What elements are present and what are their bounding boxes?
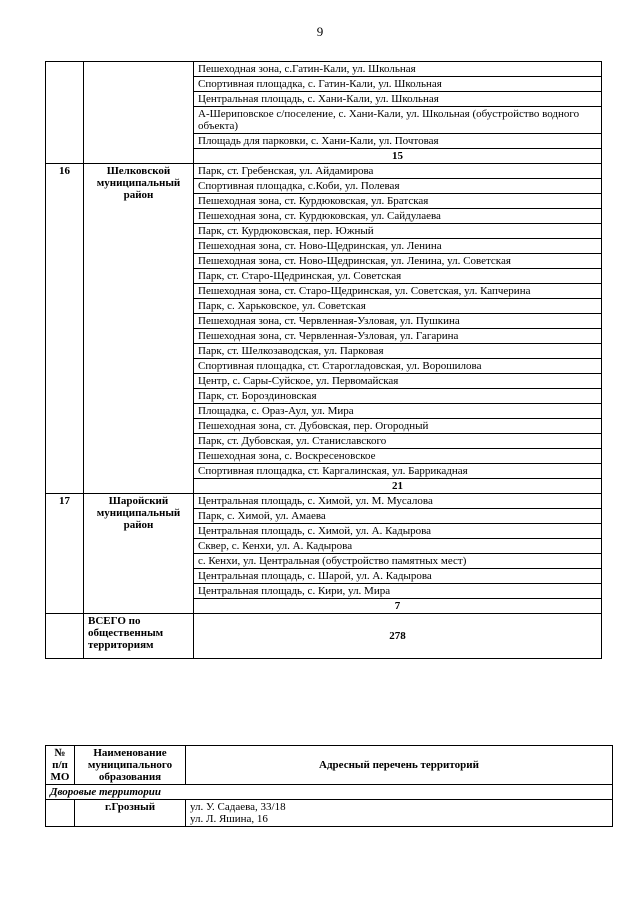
- territory-address: Пешеходная зона, ст. Червленная-Узловая, ул. Пушкина: [194, 314, 602, 329]
- row-number: [46, 62, 84, 164]
- row-number: [46, 800, 75, 827]
- territory-address: Площадка, с. Ораз-Аул, ул. Мира: [194, 404, 602, 419]
- territory-address: Парк, ст. Дубовская, ул. Станиславского: [194, 434, 602, 449]
- territory-address: Парк, ст. Бороздиновская: [194, 389, 602, 404]
- territory-address: Парк, ст. Старо-Щедринская, ул. Советская: [194, 269, 602, 284]
- territory-address: Центральная площадь, с. Химой, ул. А. Кадырова: [194, 524, 602, 539]
- territory-address: Спортивная площадка, с. Гатин-Кали, ул. Школьная: [194, 77, 602, 92]
- territory-address: Пешеходная зона, ст. Ново-Щедринская, ул. Ленина: [194, 239, 602, 254]
- municipality-name: г.Грозный: [75, 800, 186, 827]
- section-row: [46, 785, 613, 800]
- territory-count: 15: [194, 149, 602, 164]
- municipality-name: Шелковской муниципальный район: [84, 164, 194, 494]
- territory-address: Спортивная площадка, ст. Каргалинская, ул. Баррикадная: [194, 464, 602, 479]
- header-address-list: Адресный перечень территорий: [186, 746, 613, 785]
- territory-address: Центральная площадь, с. Шарой, ул. А. Кадырова: [194, 569, 602, 584]
- territory-address: Спортивная площадка, с.Коби, ул. Полевая: [194, 179, 602, 194]
- territory-address: Парк, ст. Курдюковская, пер. Южный: [194, 224, 602, 239]
- header-municipality: Наименование муниципального образования: [75, 746, 186, 785]
- total-label: ВСЕГО по общественным территориям: [84, 614, 194, 659]
- total-row: [46, 614, 602, 659]
- territory-address: Пешеходная зона, ст. Червленная-Узловая, ул. Гагарина: [194, 329, 602, 344]
- territory-address: Пешеходная зона, ст. Старо-Щедринская, ул. Советская, ул. Капчерина: [194, 284, 602, 299]
- section-title: Дворовые территории: [46, 785, 613, 800]
- territory-address: Центральная площадь, с. Химой, ул. М. Мусалова: [194, 494, 602, 509]
- territory-address: Пешеходная зона, ст. Курдюковская, ул. Сайдулаева: [194, 209, 602, 224]
- territory-address: Пешеходная зона, ст. Курдюковская, ул. Братская: [194, 194, 602, 209]
- territory-address: Пешеходная зона, с.Гатин-Кали, ул. Школьная: [194, 62, 602, 77]
- territory-count: 21: [194, 479, 602, 494]
- territory-address: Центральная площадь, с. Кири, ул. Мира: [194, 584, 602, 599]
- table-row: [46, 164, 602, 179]
- territory-address: Пешеходная зона, с. Воскресеновское: [194, 449, 602, 464]
- yard-territories-table: [45, 745, 613, 827]
- territory-address: Парк, с. Химой, ул. Амаева: [194, 509, 602, 524]
- territory-address: Площадь для парковки, с. Хани-Кали, ул. Почтовая: [194, 134, 602, 149]
- table-row: [46, 62, 602, 77]
- territory-address: Спортивная площадка, ст. Старогладовская, ул. Ворошилова: [194, 359, 602, 374]
- page-number: 9: [316, 24, 324, 39]
- public-territories-table: [45, 61, 602, 659]
- territory-address: Пешеходная зона, ст. Ново-Щедринская, ул. Ленина, ул. Советская: [194, 254, 602, 269]
- municipality-name: Шаройский муниципальный район: [84, 494, 194, 614]
- row-number: 17: [46, 494, 84, 614]
- table-row: [46, 494, 602, 509]
- municipality-name: [84, 62, 194, 164]
- territory-address: Парк, с. Харьковское, ул. Советская: [194, 299, 602, 314]
- territory-address: с. Кенхи, ул. Центральная (обустройство памятных мест): [194, 554, 602, 569]
- territory-count: 7: [194, 599, 602, 614]
- total-spacer: [46, 614, 84, 659]
- territory-address: Парк, ст. Гребенская, ул. Айдамирова: [194, 164, 602, 179]
- table-header-row: [46, 746, 613, 785]
- address-item: ул. Л. Яшина, 16: [190, 813, 268, 825]
- territory-address: Сквер, с. Кенхи, ул. А. Кадырова: [194, 539, 602, 554]
- territory-address: Центральная площадь, с. Хани-Кали, ул. Школьная: [194, 92, 602, 107]
- address-item: ул. У. Садаева, 33/18: [190, 801, 286, 813]
- territory-address: Пешеходная зона, ст. Дубовская, пер. Огородный: [194, 419, 602, 434]
- table-row: [46, 800, 613, 827]
- total-value: 278: [194, 614, 602, 659]
- address-list: [186, 800, 613, 827]
- territory-address: А-Шериповское с/поселение, с. Хани-Кали, ул. Школьная (обустройство водного объекта): [194, 107, 602, 134]
- row-number: 16: [46, 164, 84, 494]
- header-number: № п/п МО: [46, 746, 75, 785]
- territory-address: Парк, ст. Шелкозаводская, ул. Парковая: [194, 344, 602, 359]
- territory-address: Центр, с. Сары-Суйское, ул. Первомайская: [194, 374, 602, 389]
